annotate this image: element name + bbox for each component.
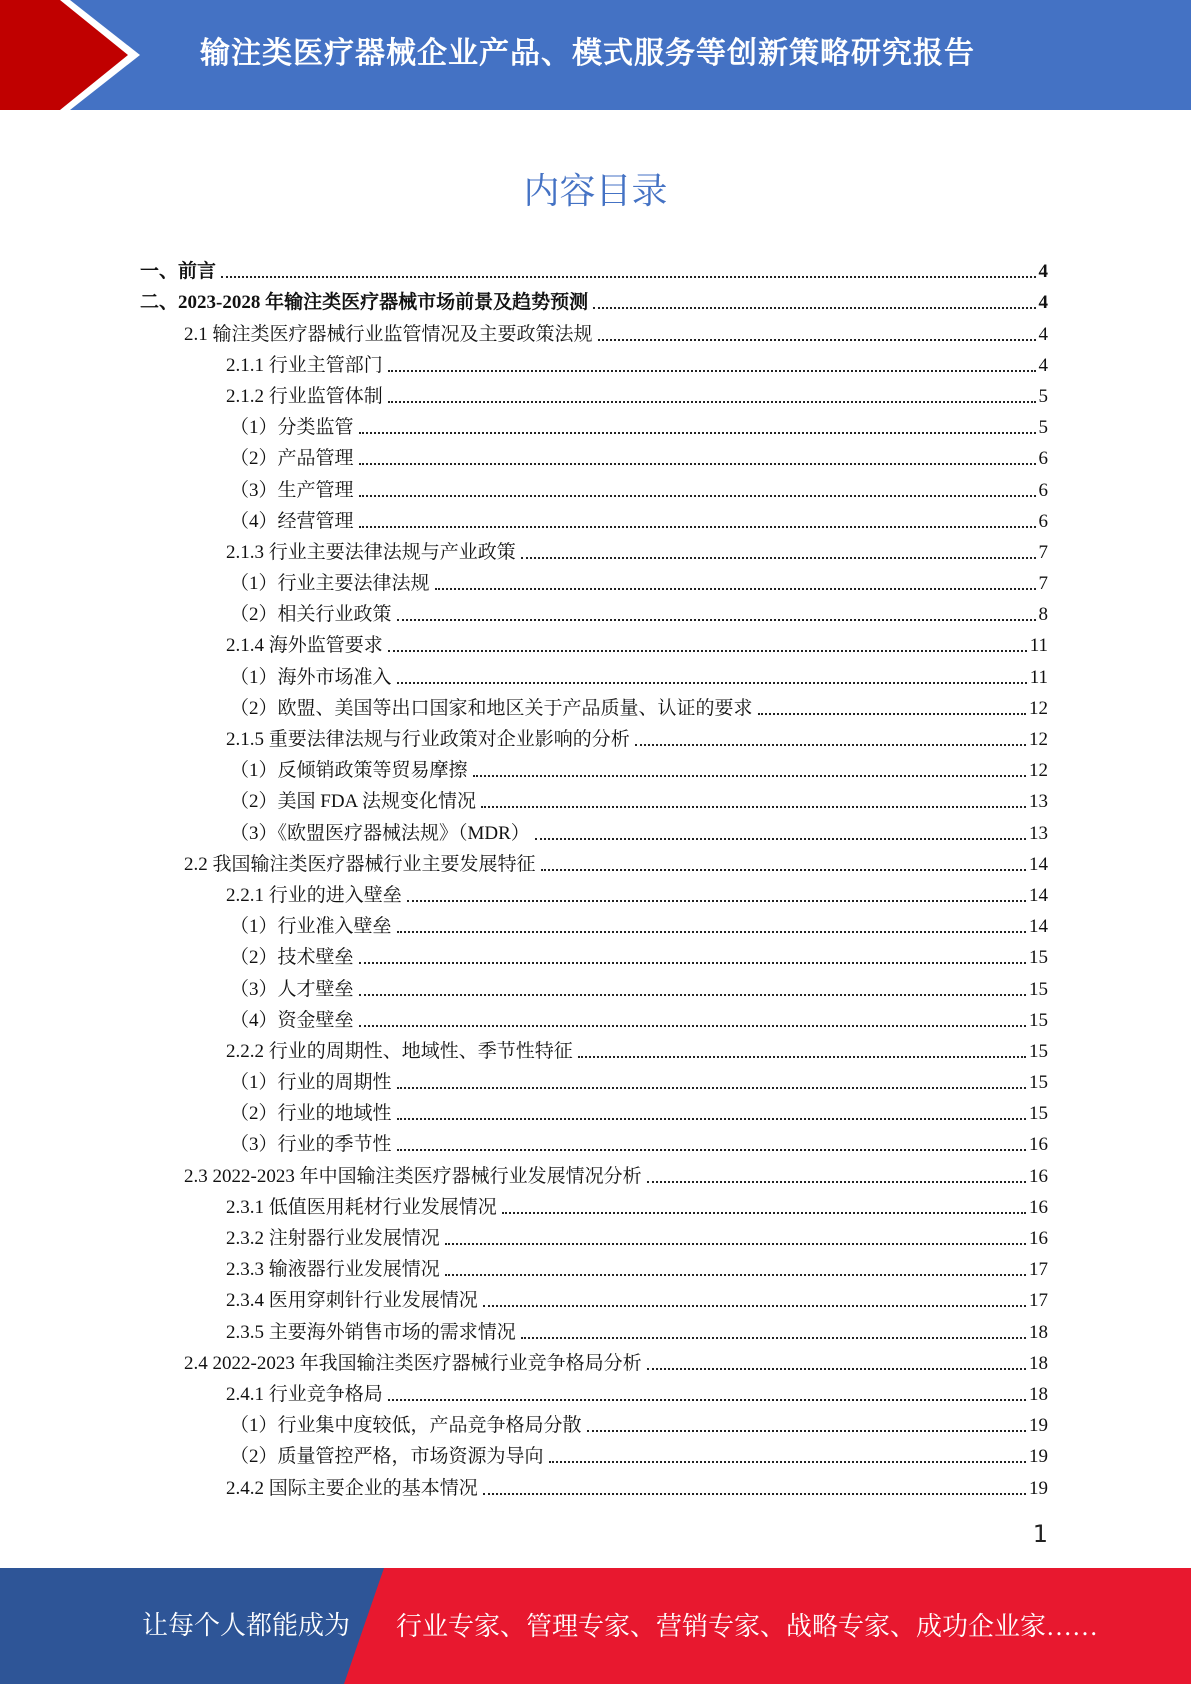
toc-leader-dots <box>635 744 1026 746</box>
toc-entry[interactable] <box>140 1407 1048 1438</box>
toc-entry-title: （1）反倾销政策等贸易摩擦 <box>230 760 468 782</box>
toc-entry-page: 19 <box>1029 1415 1048 1437</box>
toc-leader-dots <box>359 463 1036 465</box>
toc-entry-title: （1）海外市场准入 <box>230 666 392 688</box>
page-footer <box>0 1568 1191 1684</box>
toc-leader-dots <box>435 588 1036 590</box>
toc-leader-dots <box>359 495 1036 497</box>
toc-entry-page: 12 <box>1029 697 1048 719</box>
toc-leader-dots <box>221 276 1035 278</box>
toc-leader-dots <box>758 713 1026 715</box>
toc-entry[interactable] <box>140 783 1048 814</box>
toc-entry[interactable] <box>140 908 1048 939</box>
toc-leader-dots <box>359 432 1036 434</box>
toc-entry[interactable] <box>140 1189 1048 1220</box>
toc-entry-page: 14 <box>1029 853 1048 875</box>
toc-entry-page: 5 <box>1038 417 1048 439</box>
toc-title: 内容目录 <box>523 171 668 212</box>
toc-entry[interactable] <box>140 378 1048 409</box>
toc-entry-page: 14 <box>1029 884 1048 906</box>
toc-leader-dots <box>397 1149 1026 1151</box>
toc-entry-page: 18 <box>1029 1321 1048 1343</box>
toc-entry-title: 2.3.3 输液器行业发展情况 <box>226 1259 440 1281</box>
page-number: 1 <box>1032 1520 1048 1548</box>
toc-entry[interactable] <box>140 814 1048 845</box>
toc-leader-dots <box>397 619 1036 621</box>
footer-slogan-left: 让每个人都能成为 <box>142 1611 351 1640</box>
toc-entry-title: 2.1.4 海外监管要求 <box>226 635 383 657</box>
toc-leader-dots <box>535 838 1026 840</box>
toc-leader-dots <box>407 900 1026 902</box>
toc-leader-dots <box>521 557 1036 559</box>
toc-leader-dots <box>481 806 1026 808</box>
toc-entry-title: （3）《欧盟医疗器械法规》（MDR） <box>230 822 530 844</box>
toc-entry-page: 4 <box>1038 261 1048 283</box>
toc-entry[interactable] <box>140 877 1048 908</box>
toc-entry[interactable] <box>140 284 1048 315</box>
toc-leader-dots <box>483 1493 1026 1495</box>
toc-entry-title: 2.1.1 行业主管部门 <box>226 354 383 376</box>
toc-entry[interactable] <box>140 846 1048 877</box>
toc-entry-page: 15 <box>1029 947 1048 969</box>
toc-entry-page: 6 <box>1038 448 1048 470</box>
toc-entry-title: 2.3 2022-2023 年中国输注类医疗器械行业发展情况分析 <box>184 1165 642 1187</box>
toc-entry-page: 11 <box>1029 666 1048 688</box>
toc-leader-dots <box>388 650 1027 652</box>
toc-entry[interactable] <box>140 347 1048 378</box>
toc-entry-page: 11 <box>1029 635 1048 657</box>
toc-entry[interactable] <box>140 658 1048 689</box>
toc-entry-page: 16 <box>1029 1134 1048 1156</box>
toc-entry-title: 2.3.2 注射器行业发展情况 <box>226 1228 440 1249</box>
toc-entry-page: 6 <box>1038 479 1048 501</box>
toc-leader-dots <box>521 1337 1026 1339</box>
toc-entry-title: （1）行业的周期性 <box>230 1072 392 1094</box>
toc-entry[interactable] <box>140 534 1048 565</box>
toc-entry-title: （1）行业集中度较低，产品竞争格局分散 <box>230 1415 582 1437</box>
toc-entry-title: 2.1.3 行业主要法律法规与产业政策 <box>226 541 516 563</box>
toc-entry[interactable] <box>140 1376 1048 1407</box>
toc-entry-title: 2.1.5 重要法律法规与行业政策对企业影响的分析 <box>226 729 630 750</box>
toc-entry[interactable] <box>140 253 1048 284</box>
toc-leader-dots <box>483 1305 1026 1307</box>
toc-entry[interactable] <box>140 596 1048 627</box>
toc-entry[interactable] <box>140 1126 1048 1157</box>
toc-entry-title: 一、前言 <box>140 261 217 283</box>
toc-entry[interactable] <box>140 1064 1048 1095</box>
toc-leader-dots <box>359 994 1026 996</box>
toc-entry[interactable] <box>140 1033 1048 1064</box>
toc-leader-dots <box>388 401 1036 403</box>
toc-entry-title: （1）行业主要法律法规 <box>230 573 430 595</box>
toc-leader-dots <box>359 526 1036 528</box>
toc-entry-page: 19 <box>1029 1477 1048 1499</box>
toc-entry[interactable] <box>140 471 1048 502</box>
toc-entry-page: 4 <box>1038 292 1048 314</box>
toc-leader-dots <box>647 1181 1026 1183</box>
toc-entry-page: 16 <box>1029 1196 1048 1218</box>
toc-leader-dots <box>445 1274 1026 1276</box>
toc-entry[interactable] <box>140 565 1048 596</box>
toc-entry[interactable] <box>140 721 1048 752</box>
toc-entry[interactable] <box>140 970 1048 1001</box>
toc-entry-title: 2.2 我国输注类医疗器械行业主要发展特征 <box>184 853 536 875</box>
toc-entry-page: 17 <box>1029 1259 1048 1281</box>
toc-entry[interactable] <box>140 1157 1048 1188</box>
toc-entry-page: 12 <box>1029 729 1048 750</box>
toc-leader-dots <box>397 1118 1026 1120</box>
toc-entry-title: 2.3.1 低值医用耗材行业发展情况 <box>226 1196 497 1218</box>
toc-entry-page: 13 <box>1029 822 1048 844</box>
toc-leader-dots <box>445 1243 1026 1245</box>
toc-leader-dots <box>359 962 1026 964</box>
toc-entry-page: 18 <box>1029 1352 1048 1374</box>
toc-entry[interactable] <box>140 752 1048 783</box>
toc-entry[interactable] <box>140 1282 1048 1313</box>
toc-entry[interactable] <box>140 690 1048 721</box>
toc-entry-title: 2.4.2 国际主要企业的基本情况 <box>226 1477 478 1499</box>
toc-entry[interactable] <box>140 1251 1048 1282</box>
toc-entry-title: 2.4 2022-2023 年我国输注类医疗器械行业竞争格局分析 <box>184 1352 642 1374</box>
header-title: 输注类医疗器械企业产品、模式服务等创新策略研究报告 <box>200 36 975 71</box>
toc-entry-title: （3）生产管理 <box>230 479 354 501</box>
toc-leader-dots <box>647 1368 1026 1370</box>
toc-entry[interactable] <box>140 503 1048 534</box>
toc-leader-dots <box>397 682 1027 684</box>
toc-entry-title: （2）产品管理 <box>230 448 354 470</box>
toc-leader-dots <box>587 1430 1026 1432</box>
toc-leader-dots <box>473 775 1026 777</box>
toc-leader-dots <box>598 339 1036 341</box>
toc-entry-page: 8 <box>1038 604 1048 626</box>
toc-entry-title: 2.3.4 医用穿刺针行业发展情况 <box>226 1290 478 1312</box>
toc-entry-title: （3）人才壁垒 <box>230 978 354 1000</box>
toc-entry-title: （3）行业的季节性 <box>230 1134 392 1156</box>
toc-entry-title: （1）行业准入壁垒 <box>230 916 392 938</box>
toc-leader-dots <box>549 1461 1026 1463</box>
toc-entry-page: 4 <box>1038 354 1048 376</box>
toc-entry[interactable] <box>140 1313 1048 1344</box>
toc-entry-page: 12 <box>1029 760 1048 782</box>
toc-entry-page: 16 <box>1029 1228 1048 1249</box>
toc-entry-title: （2）行业的地域性 <box>230 1103 392 1125</box>
toc-entry[interactable] <box>140 627 1048 658</box>
toc-entry[interactable] <box>140 440 1048 471</box>
toc-entry-title: （2）欧盟、美国等出口国家和地区关于产品质量、认证的要求 <box>230 697 753 719</box>
toc-entry-page: 15 <box>1029 978 1048 1000</box>
toc-entry[interactable] <box>140 409 1048 440</box>
toc-entry-page: 15 <box>1029 1009 1048 1031</box>
toc-entry-title: （2）美国 FDA 法规变化情况 <box>230 791 476 813</box>
toc-entry-title: （2）相关行业政策 <box>230 604 392 626</box>
table-of-contents <box>140 253 1048 1501</box>
toc-leader-dots <box>593 307 1035 309</box>
toc-leader-dots <box>502 1212 1026 1214</box>
toc-entry-page: 15 <box>1029 1040 1048 1062</box>
toc-entry[interactable] <box>140 1002 1048 1033</box>
toc-entry-title: 2.3.5 主要海外销售市场的需求情况 <box>226 1321 516 1343</box>
toc-entry[interactable] <box>140 315 1048 346</box>
toc-leader-dots <box>578 1056 1026 1058</box>
toc-entry-title: （4）资金壁垒 <box>230 1009 354 1031</box>
toc-entry-page: 17 <box>1029 1290 1048 1312</box>
toc-entry-title: 2.1 输注类医疗器械行业监管情况及主要政策法规 <box>184 323 593 345</box>
toc-entry[interactable] <box>140 1095 1048 1126</box>
toc-leader-dots <box>397 1087 1026 1089</box>
toc-entry-page: 15 <box>1029 1103 1048 1125</box>
toc-entry-title: 2.2.1 行业的进入壁垒 <box>226 884 402 906</box>
toc-entry[interactable] <box>140 1220 1048 1251</box>
toc-entry-title: （2）技术壁垒 <box>230 947 354 969</box>
toc-leader-dots <box>541 869 1026 871</box>
toc-entry[interactable] <box>140 1345 1048 1376</box>
toc-entry-page: 14 <box>1029 916 1048 938</box>
toc-entry-page: 4 <box>1038 323 1048 345</box>
toc-entry[interactable] <box>140 939 1048 970</box>
toc-entry-page: 16 <box>1029 1165 1048 1187</box>
footer-slogan-right: 行业专家、管理专家、营销专家、战略专家、成功企业家…… <box>396 1612 1099 1641</box>
toc-entry-title: （1）分类监管 <box>230 417 354 439</box>
toc-entry-page: 18 <box>1029 1383 1048 1405</box>
toc-entry-title: 2.2.2 行业的周期性、地域性、季节性特征 <box>226 1040 573 1062</box>
toc-leader-dots <box>388 1399 1026 1401</box>
toc-entry-page: 6 <box>1038 510 1048 532</box>
toc-entry-page: 7 <box>1038 573 1048 595</box>
toc-entry-page: 13 <box>1029 791 1048 813</box>
toc-entry-title: 二、2023-2028 年输注类医疗器械市场前景及趋势预测 <box>140 292 589 314</box>
toc-leader-dots <box>388 370 1036 372</box>
toc-entry-page: 5 <box>1038 385 1048 407</box>
toc-entry-title: （4）经营管理 <box>230 510 354 532</box>
toc-entry-title: （2）质量管控严格，市场资源为导向 <box>230 1446 544 1468</box>
toc-entry-page: 7 <box>1038 541 1048 563</box>
toc-entry-title: 2.4.1 行业竞争格局 <box>226 1383 383 1405</box>
toc-leader-dots <box>359 1025 1026 1027</box>
toc-entry[interactable] <box>140 1438 1048 1469</box>
toc-leader-dots <box>397 931 1026 933</box>
toc-entry-page: 15 <box>1029 1072 1048 1094</box>
toc-entry[interactable] <box>140 1469 1048 1500</box>
toc-entry-page: 19 <box>1029 1446 1048 1468</box>
page-header <box>0 0 1191 110</box>
toc-entry-title: 2.1.2 行业监管体制 <box>226 385 383 407</box>
